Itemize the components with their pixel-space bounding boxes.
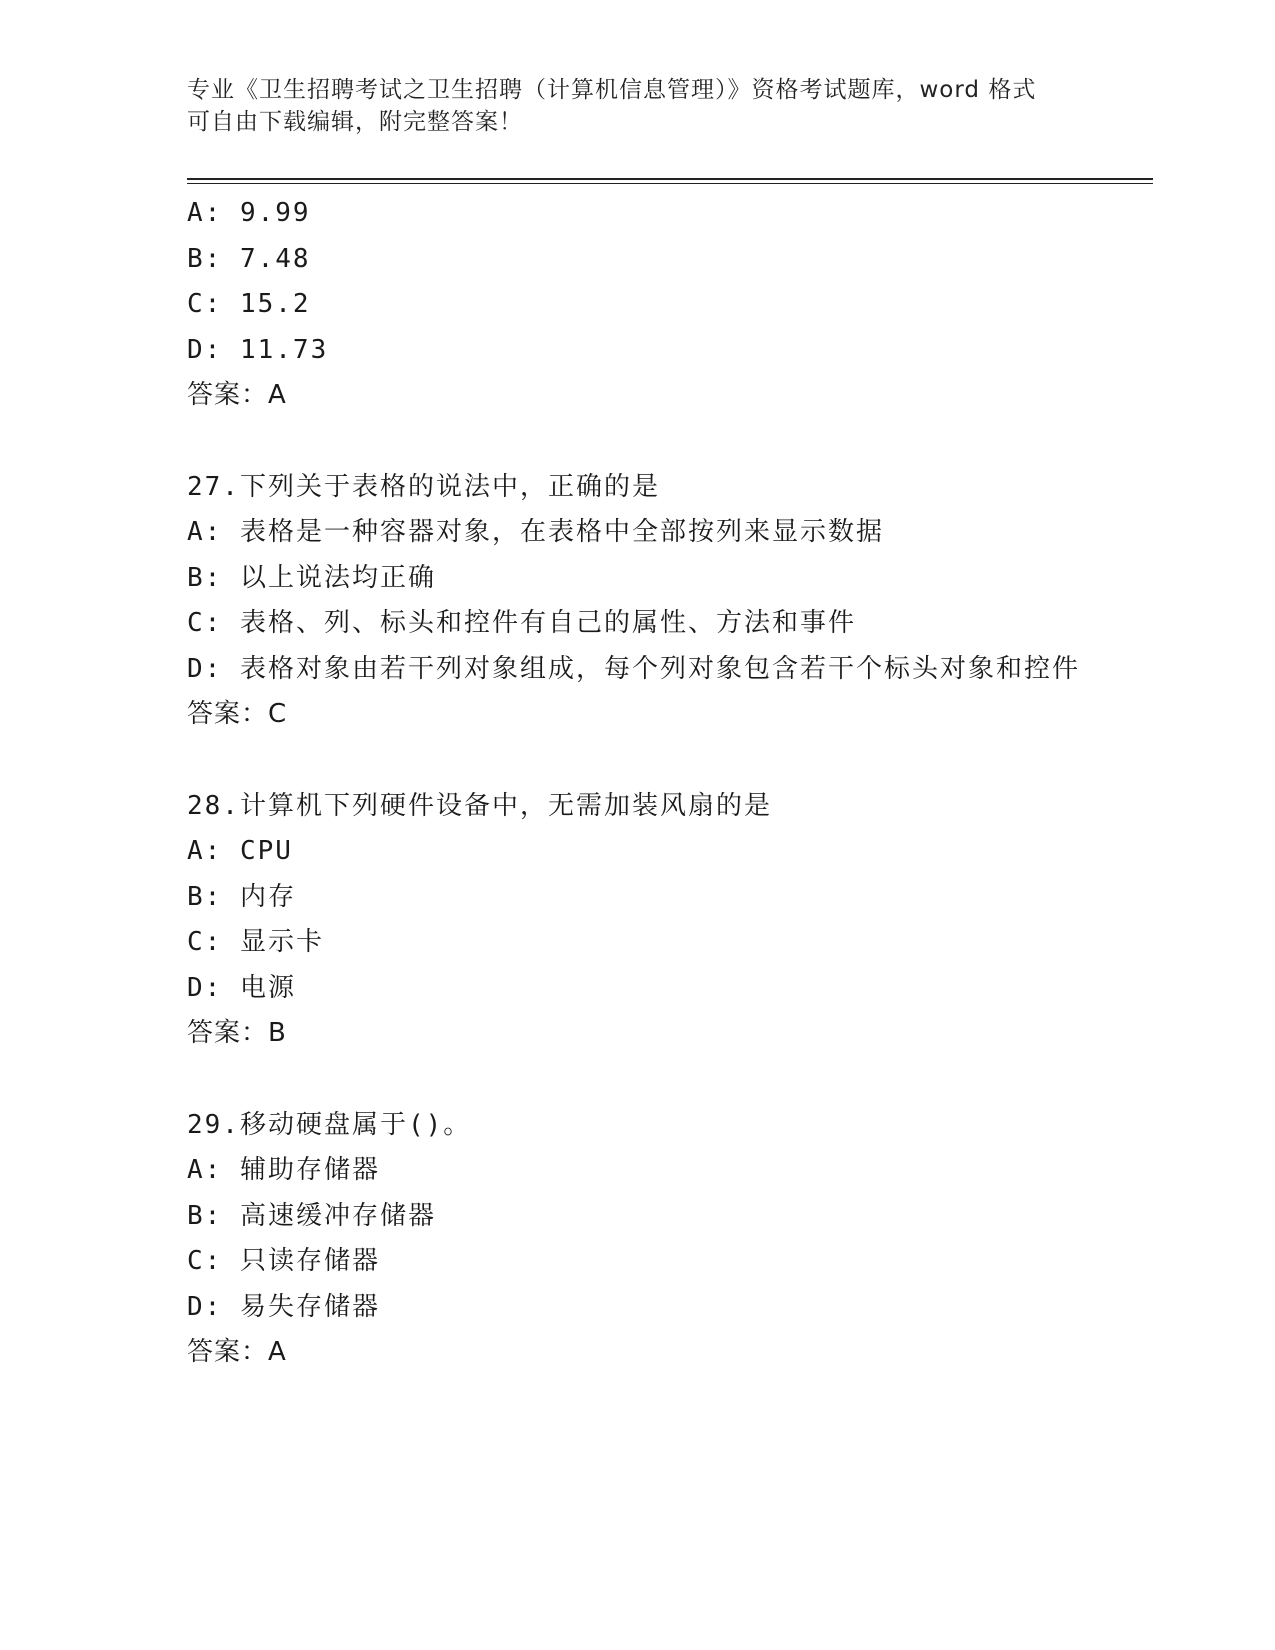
question-block-28 [187, 784, 1087, 1057]
option-b: B: 以上说法均正确 [187, 562, 436, 593]
option-a: A: CPU [187, 836, 293, 866]
answer-label: 答案：A [187, 1337, 287, 1367]
answer-label: 答案：B [187, 1018, 287, 1048]
option-b: B: 高速缓冲存储器 [187, 1200, 436, 1231]
question-stem: 29.移动硬盘属于()。 [187, 1109, 472, 1140]
question-block-29 [187, 1103, 1087, 1376]
header-line-1: 专业《卫生招聘考试之卫生招聘（计算机信息管理）》资格考试题库，word 格式 [187, 77, 1037, 103]
option-a: A: 9.99 [187, 198, 311, 228]
option-c: C: 显示卡 [187, 927, 324, 957]
option-a: A: 表格是一种容器对象，在表格中全部按列来显示数据 [187, 517, 884, 547]
option-d: D: 表格对象由若干列对象组成，每个列对象包含若干个标头对象和控件 [187, 653, 1080, 684]
option-a: A: 辅助存储器 [187, 1155, 380, 1185]
question-content [187, 191, 1087, 1376]
option-c: C: 只读存储器 [187, 1246, 380, 1276]
header-line-2: 可自由下载编辑，附完整答案！ [187, 109, 523, 135]
header-divider-thick [187, 178, 1153, 180]
spacer [187, 1057, 1087, 1103]
spacer [187, 738, 1087, 784]
option-b: B: 7.48 [187, 243, 311, 274]
document-header [187, 74, 1087, 138]
option-c: C: 表格、列、标头和控件有自己的属性、方法和事件 [187, 608, 856, 638]
answer-label: 答案：C [187, 699, 288, 729]
option-b: B: 内存 [187, 881, 296, 912]
answer-label: 答案：A [187, 380, 287, 410]
spacer [187, 419, 1087, 465]
header-divider-thin [187, 183, 1153, 184]
question-stem: 27.下列关于表格的说法中，正确的是 [187, 471, 660, 502]
question-block-27 [187, 465, 1087, 738]
question-block-prev [187, 191, 1087, 419]
question-stem: 28.计算机下列硬件设备中，无需加装风扇的是 [187, 790, 772, 821]
option-d: D: 电源 [187, 972, 296, 1003]
option-d: D: 11.73 [187, 334, 329, 365]
option-c: C: 15.2 [187, 289, 311, 319]
option-d: D: 易失存储器 [187, 1291, 380, 1322]
